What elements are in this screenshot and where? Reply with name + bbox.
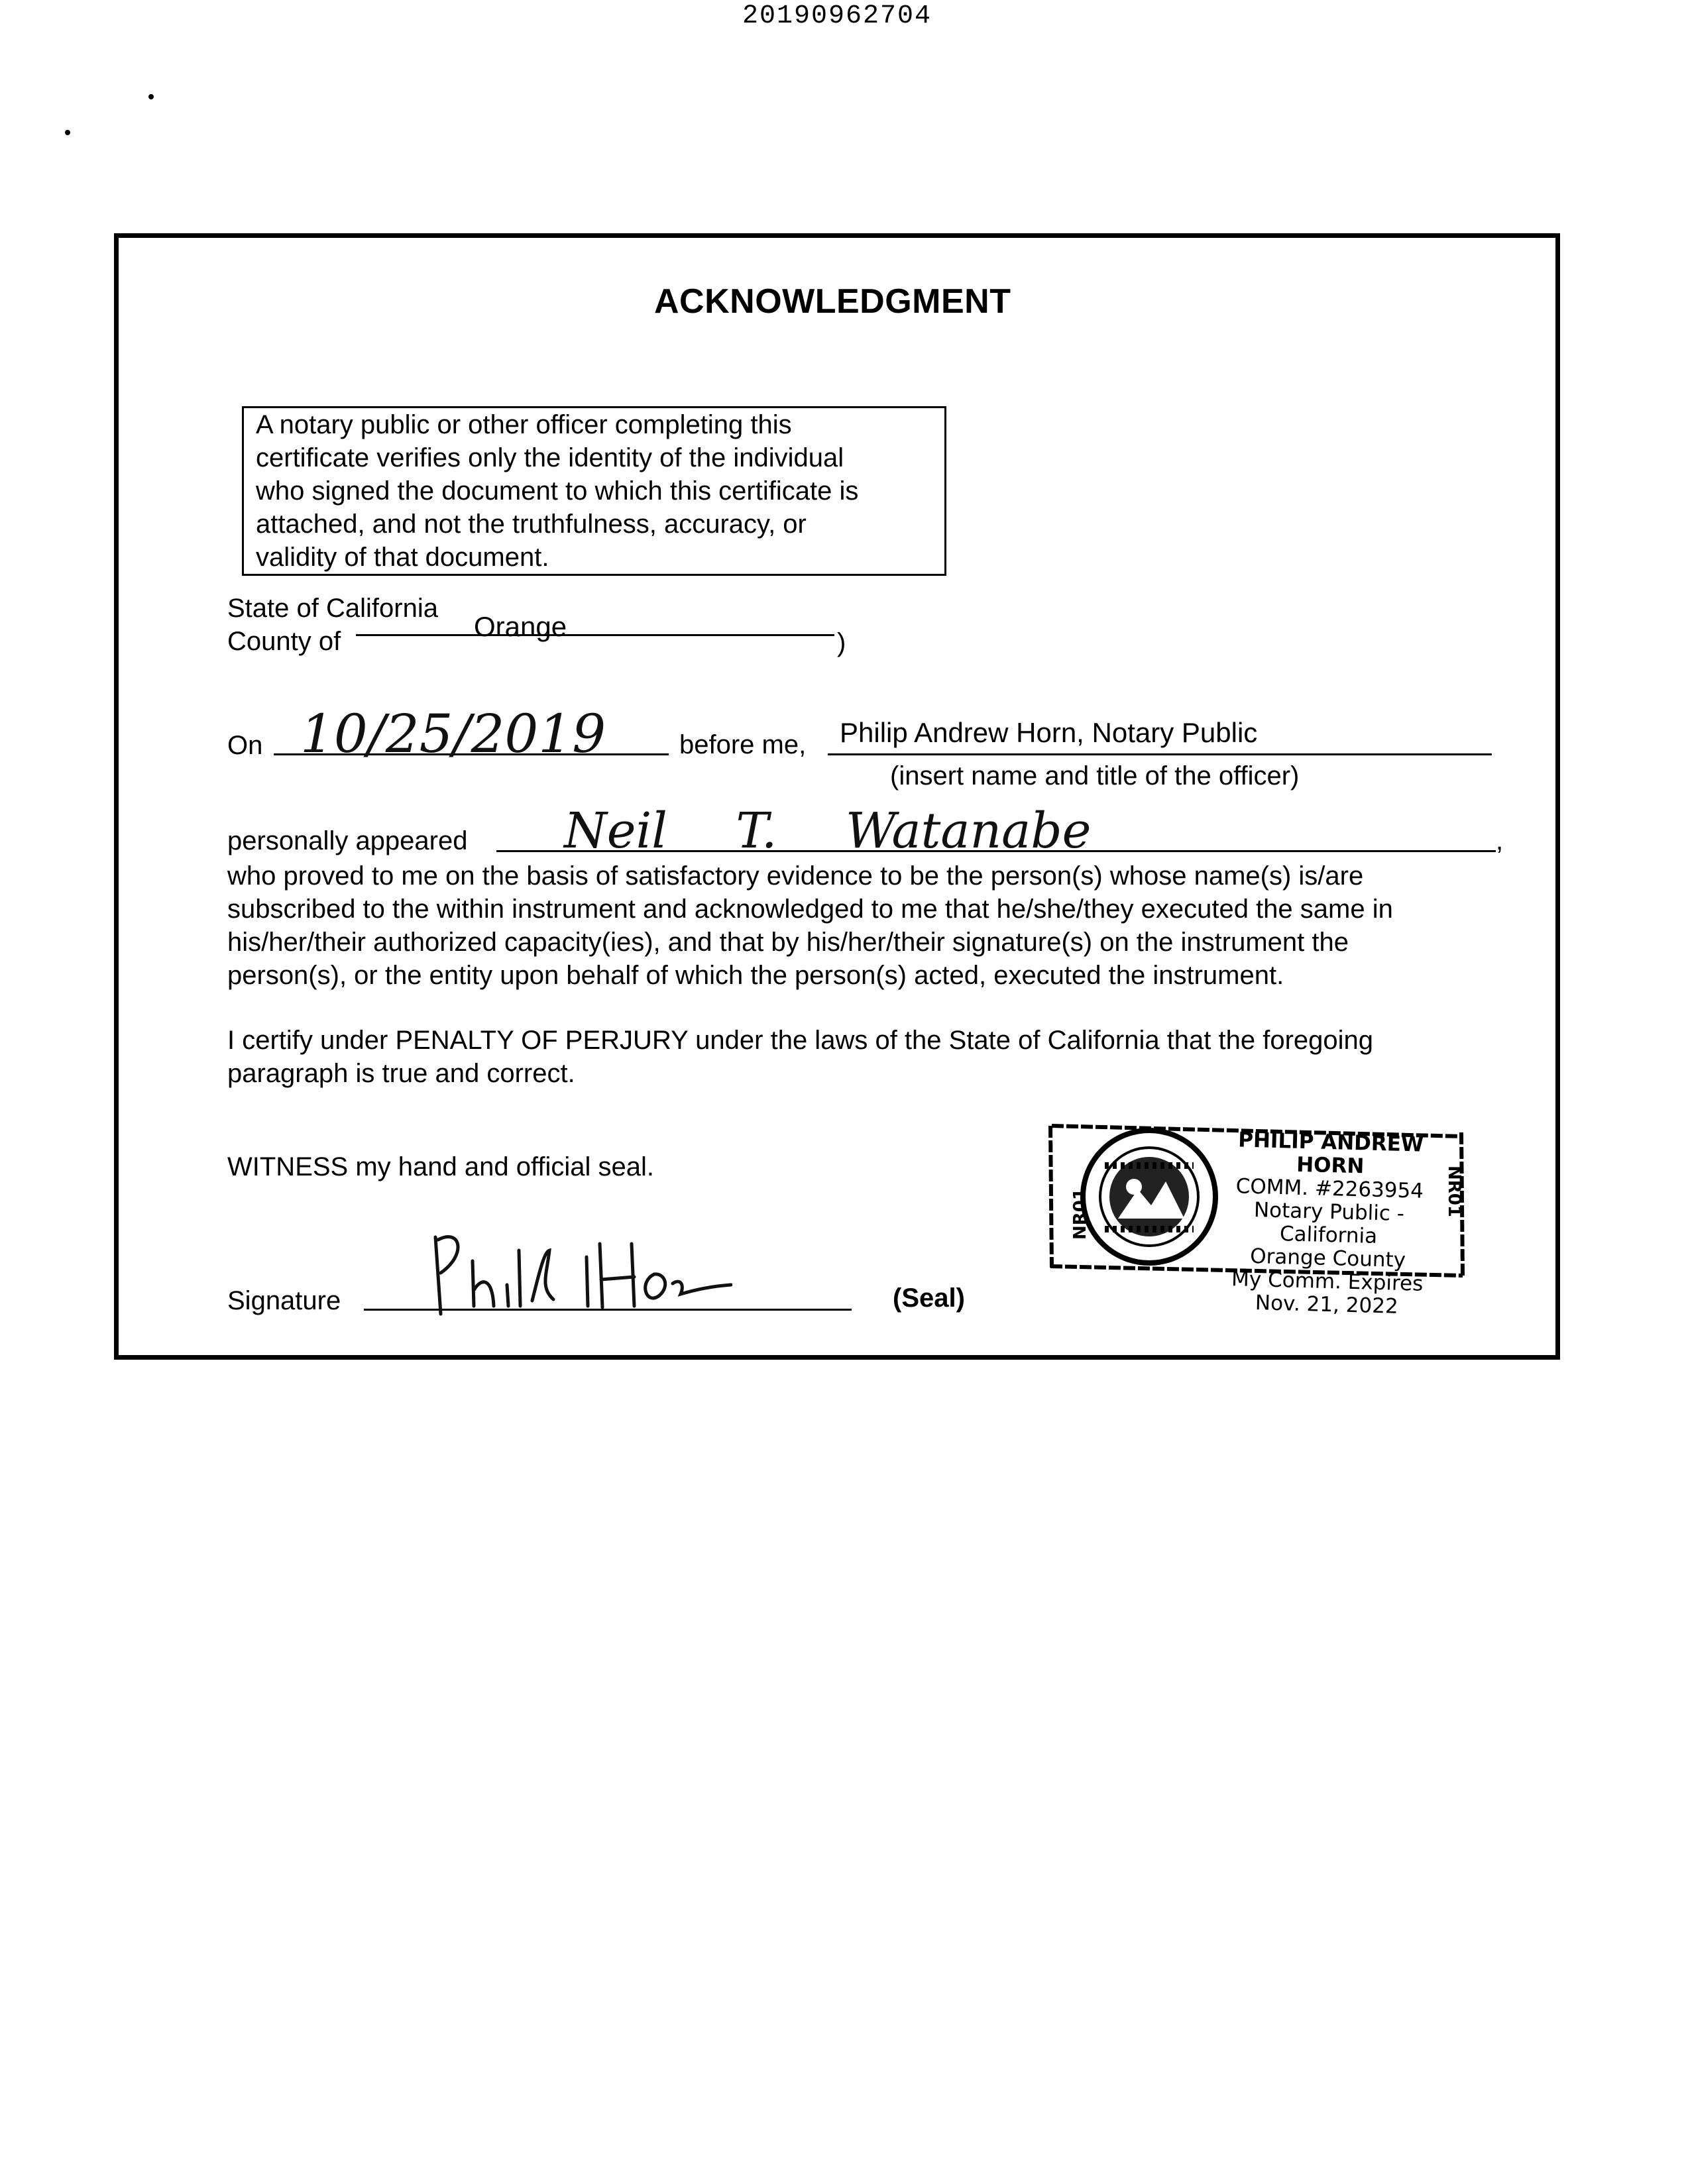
witness-statement: WITNESS my hand and official seal. — [227, 1152, 654, 1181]
officer-name: Philip Andrew Horn, Notary Public — [840, 717, 1258, 748]
date-handwritten: 10/25/2019 — [300, 703, 606, 765]
appeared-comma: , — [1496, 826, 1504, 855]
proof-line: subscribed to the within instrument and acknowledged to me that he/she/they executed the same in — [227, 895, 1393, 924]
stamp-side-code: NR01 — [1443, 1166, 1464, 1217]
notary-disclaimer-box — [242, 406, 946, 576]
seal-label: (Seal) — [893, 1283, 965, 1313]
proof-line: person(s), or the entity upon behalf of which the person(s) acted, executed the instrument. — [227, 961, 1284, 990]
certify-line: I certify under PENALTY OF PERJURY under the laws of the State of California that the foregoing — [227, 1026, 1374, 1055]
state-label: State of California — [227, 594, 438, 623]
notary-stamp — [1045, 1117, 1469, 1319]
disclaimer-line: attached, and not the truthfulness, accuracy, or — [256, 510, 807, 539]
stamp-name: PHILIP ANDREW HORN — [1237, 1128, 1424, 1179]
scan-speck — [148, 94, 154, 99]
disclaimer-line: certificate verifies only the identity of the individual — [256, 443, 844, 472]
county-label: County of — [227, 627, 341, 656]
notary-signature — [421, 1221, 732, 1321]
form-title: ACKNOWLEDGMENT — [654, 282, 1011, 321]
appeared-handwritten: Neil T. Watanabe — [564, 802, 1092, 859]
proof-line: his/her/their authorized capacity(ies), and that by his/her/their signature(s) on the instrument the — [227, 928, 1349, 957]
on-label: On — [227, 731, 263, 760]
disclaimer-line: validity of that document. — [256, 543, 549, 572]
disclaimer-line: A notary public or other officer completing this — [256, 410, 792, 439]
certify-paragraph — [227, 1024, 1513, 1090]
county-close-paren: ) — [837, 628, 846, 657]
stamp-side-code: NR01 — [1070, 1188, 1090, 1240]
stamp-text — [1207, 1128, 1450, 1319]
stamp-commission: COMM. #2263954 — [1235, 1174, 1424, 1203]
signature-label: Signature — [227, 1286, 341, 1315]
county-field-line — [356, 634, 834, 636]
state-seal-icon — [1078, 1126, 1220, 1268]
proof-paragraph — [227, 859, 1513, 992]
county-value: Orange — [474, 611, 567, 642]
before-me-label: before me, — [679, 730, 807, 759]
officer-hint: (insert name and title of the officer) — [890, 761, 1300, 791]
scan-speck — [65, 130, 70, 135]
appeared-label: personally appeared — [227, 826, 468, 855]
certify-line: paragraph is true and correct. — [227, 1059, 575, 1088]
stamp-title: Notary Public - California — [1253, 1198, 1405, 1248]
officer-field-line — [828, 753, 1492, 755]
proof-line: who proved to me on the basis of satisfactory evidence to be the person(s) whose name(s) is/are — [227, 861, 1364, 891]
document-number: 20190962704 — [742, 1, 932, 31]
stamp-county: Orange County — [1249, 1244, 1406, 1273]
stamp-expiration: My Comm. Expires Nov. 21, 2022 — [1231, 1267, 1424, 1319]
disclaimer-line: who signed the document to which this certificate is — [256, 476, 859, 506]
acknowledgment-form — [114, 233, 1560, 1360]
